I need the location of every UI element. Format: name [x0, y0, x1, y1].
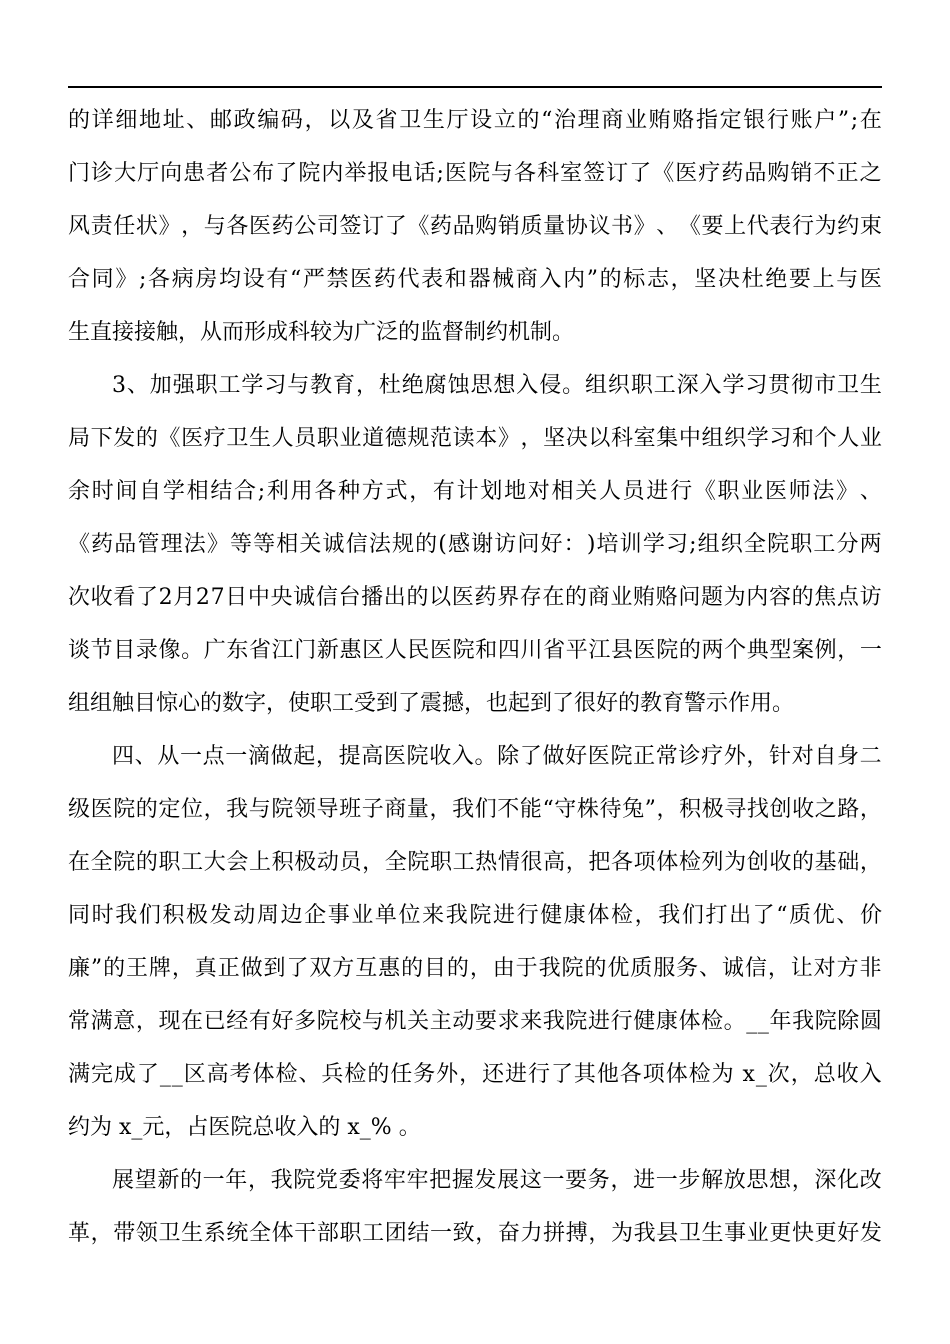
text-line: 《 药 品 管 理 法 》 等 等 相 关 诚 信 法 规 的 ( 感 谢 访 问 好 ： ) 培 训 学 习 ; 组 织 全 院 职 工 分 两 — [68, 532, 882, 557]
text-line: 革 ， 带 领 卫 生 系 统 全 体 干 部 职 工 团 结 一 致 ， 奋 力 拼 搏 ， 为 我 县 卫 生 事 业 更 快 更 好 发 — [68, 1221, 882, 1246]
text-line: 合 同 》 ; 各 病 房 均 设 有 “ 严 禁 医 药 代 表 和 器 械 商 入 内 ” 的 标 志 ， 坚 决 杜 绝 要 上 与 医 — [68, 267, 882, 292]
text-line: 门 诊 大 厅 向 患 者 公 布 了 院 内 举 报 电 话 ; 医 院 与 各 科 室 签 订 了 《 医 疗 药 品 购 销 不 正 之 — [68, 161, 882, 186]
text-line: 风 责 任 状 》 ， 与 各 医 药 公 司 签 订 了 《 药 品 购 销 质 量 协 议 书 》 、 《 要 上 代 表 行 为 约 束 — [68, 214, 882, 239]
text-line: 次 收 看 了 2 月 2 7 日 中 央 诚 信 台 播 出 的 以 医 药 界 存 在 的 商 业 贿 赂 问 题 为 内 容 的 焦 点 访 — [68, 585, 882, 610]
document-body — [68, 94, 882, 1260]
text-line: 的 详 细 地 址 、 邮 政 编 码 ， 以 及 省 卫 生 厅 设 立 的 “ 治 理 商 业 贿 赂 指 定 银 行 账 户 ” ; 在 — [68, 108, 882, 133]
paragraph-first-line: 四 、 从 一 点 一 滴 做 起 ， 提 高 医 院 收 入 。 除 了 做 好 医 院 正 常 诊 疗 外 ， 针 对 自 身 二 — [112, 744, 882, 769]
text-line: 余 时 间 自 学 相 结 合 ; 利 用 各 种 方 式 ， 有 计 划 地 对 相 关 人 员 进 行 《 职 业 医 师 法 》 、 — [68, 479, 882, 504]
text-line: 廉 ” 的 王 牌 ， 真 正 做 到 了 双 方 互 惠 的 目 的 ， 由 于 我 院 的 优 质 服 务 、 诚 信 ， 让 对 方 非 — [68, 956, 882, 981]
text-line: 谈 节 目 录 像 。 广 东 省 江 门 新 惠 区 人 民 医 院 和 四 川 省 平 江 县 医 院 的 两 个 典 型 案 例 ， 一 — [68, 638, 882, 663]
text-line: 满 完 成 了 _ _ 区 高 考 体 检 、 兵 检 的 任 务 外 ， 还 进 行 了 其 他 各 项 体 检 为 x _ 次 ， 总 收 入 — [68, 1062, 882, 1087]
text-line: 局 下 发 的 《 医 疗 卫 生 人 员 职 业 道 德 规 范 读 本 》 ， 坚 决 以 科 室 集 中 组 织 学 习 和 个 人 业 — [68, 426, 882, 451]
text-line: 约为 x_元，占医院总收入的 x_% 。 — [68, 1115, 421, 1140]
text-line: 生直接接触，从而形成科较为广泛的监督制约机制。 — [68, 320, 575, 345]
paragraph-first-line: 3 、 加 强 职 工 学 习 与 教 育 ， 杜 绝 腐 蚀 思 想 入 侵 。 组 织 职 工 深 入 学 习 贯 彻 市 卫 生 — [112, 373, 882, 398]
text-line: 常 满 意 ， 现 在 已 经 有 好 多 院 校 与 机 关 主 动 要 求 来 我 院 进 行 健 康 体 检 。 _ _ 年 我 院 除 圆 — [68, 1009, 882, 1034]
header-rule — [68, 86, 882, 88]
text-line: 组组触目惊心的数字，使职工受到了震撼，也起到了很好的教育警示作用。 — [68, 691, 795, 716]
text-line: 在 全 院 的 职 工 大 会 上 积 极 动 员 ， 全 院 职 工 热 情 很 高 ， 把 各 项 体 检 列 为 创 收 的 基 础 ， — [68, 850, 882, 875]
paragraph-first-line: 展 望 新 的 一 年 ， 我 院 党 委 将 牢 牢 把 握 发 展 这 一 要 务 ， 进 一 步 解 放 思 想 ， 深 化 改 — [112, 1168, 882, 1193]
text-line: 级 医 院 的 定 位 ， 我 与 院 领 导 班 子 商 量 ， 我 们 不 能 “ 守 株 待 兔 ” ， 积 极 寻 找 创 收 之 路 ， — [68, 797, 882, 822]
text-line: 同 时 我 们 积 极 发 动 周 边 企 事 业 单 位 来 我 院 进 行 健 康 体 检 ， 我 们 打 出 了 “ 质 优 、 价 — [68, 903, 882, 928]
